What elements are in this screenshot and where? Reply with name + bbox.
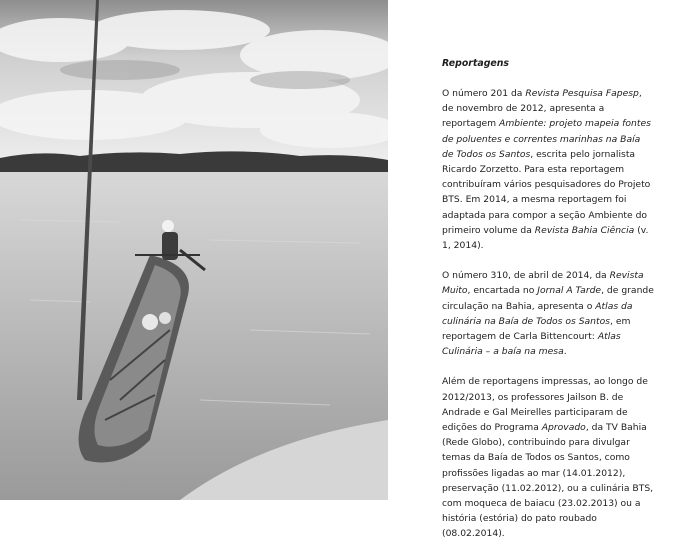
p2-title-atlas: Atlas da culinária na Baía de Todos os Santos [442,300,633,327]
section-heading: Reportagens [442,58,510,69]
photo-illustration [0,0,388,500]
photo-boat-on-bay [0,0,388,500]
p1-text-a: O número 201 da [442,88,526,99]
p2-text-g: , em reportagem de Carla Bittencourt: [442,315,631,343]
article-text-column [442,56,654,557]
p2-title-revista-muito: Revista Muito [442,270,644,297]
p3-text-a: Além de reportagens impressas, ao longo de 2012/2013, os professores Jailson B. de Andrade e Gal Meirelles participaram de edições do Programa [442,376,648,434]
p2-text-c: , encartada no [467,285,538,297]
paragraph-revista-pesquisa-fapesp [442,86,654,253]
p1-text-c: , de novembro de 2012, apresenta a reportagem [442,88,642,130]
p2-title-atlas-culinaria: Atlas Culinária – a baía na mesa [442,331,621,358]
p2-title-jornal: Jornal A Tarde [537,285,602,297]
p1-title-reportagem: Ambiente: projeto mapeia fontes de poluentes e correntes marinhas na Baía de Todos os Santos [442,118,651,160]
p2-text-e: , de grande circulação na Bahia, apresenta o [442,285,654,312]
p1-title-bahia-ciencia: Revista Bahia Ciência [534,224,635,236]
p1-title-revista: Revista Pesquisa Fapesp [525,88,639,99]
p3-title-aprovado: Aprovado [541,422,586,434]
paragraph-tv-programs [442,374,654,541]
p1-text-e: , escrita pelo jornalista Ricardo Zorzetto. Para esta reportagem contribuíram vários pesquisadores do Projeto BTS. Em 2014, a mesma reportagem foi adaptada para compor a seção Ambiente do primeiro volume da [442,148,651,236]
paragraph-revista-muito [442,268,654,359]
p1-text-g: (v. 1, 2014). [442,224,649,252]
p2-text-i: . [563,346,567,358]
p2-text-a: O número 310, de abril de 2014, da [442,270,610,282]
p3-text-c: , da TV Bahia (Rede Globo), contribuindo para divulgar temas da Baía de Todos os Santos, como profissões ligadas ao mar (14.01.2012), preservação (11.02.2012), ou a culinária BTS, com moqueca de baiacu (23.02.2013) ou a história (estória) do pato roubado (08.02.2014). [442,422,654,540]
